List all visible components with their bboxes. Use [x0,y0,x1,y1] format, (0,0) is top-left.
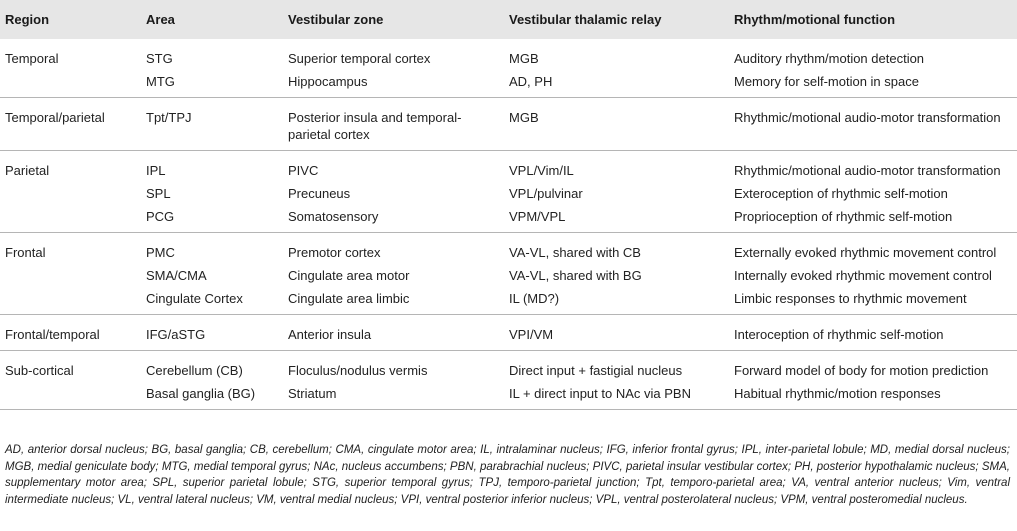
cell-area: PMC [146,245,175,260]
cell-relay: VPM/VPL [509,209,566,224]
cell-zone: PIVC [288,163,319,178]
cell-zone: Floculus/nodulus vermis [288,363,428,378]
table-row [0,179,1017,202]
cell-relay: VA-VL, shared with CB [509,245,641,260]
table-row [0,315,1017,351]
header-thalamic-relay: Vestibular thalamic relay [509,12,662,27]
cell-area: PCG [146,209,175,224]
table-row [0,233,1017,262]
table-header [0,0,1017,39]
table-footnote: AD, anterior dorsal nucleus; BG, basal ganglia; CB, cerebellum; CMA, cingulate motor area; IL, intralaminar nucleus; IFG, inferior frontal gyrus; IPL, inter-parietal lobule; MD, medial dorsal nucleus; MGB, medial geniculate body; MTG, medial temporal gyrus; NAc, nucleus accumbens; PBN, parabrachial nucleus; PIVC, parietal insular vestibular cortex; PH, posterior hypothalamic nucleus; SMA, supplementary motor area; SPL, superior parietal lobule; STG, superior temporal gyrus; TPJ, temporo-parietal junction; Tpt, temporo-parietal area; VA, ventral anterior nucleus; Vim, ventral intermediate nucleus; VL, ventral lateral nucleus; VM, ventral medial nucleus; VPI, ventral posterior inferior nucleus; VPL, ventral posterolateral nucleus; VPM, ventral posteromedial nucleus. [5,444,1010,506]
table-row [0,202,1017,233]
cell-region [0,67,141,98]
cell-function: Internally evoked rhythmic movement control [734,268,992,283]
cell-relay: VA-VL, shared with BG [509,268,642,283]
cell-region: Sub-cortical [5,363,74,378]
cell-region [0,284,141,315]
cell-region [0,202,141,233]
header-region: Region [5,12,50,27]
cell-function: Auditory rhythm/motion detection [734,51,925,66]
cell-function: Interoception of rhythmic self-motion [734,327,944,342]
cell-region [0,179,141,202]
header-row [0,0,1017,39]
cell-relay: VPI/VM [509,327,554,342]
cell-zone: Superior temporal cortex [288,51,431,66]
table-row [0,261,1017,284]
header-area: Area [146,12,175,27]
cell-zone: Premotor cortex [288,245,381,260]
cell-region: Frontal [5,245,46,260]
cell-region: Frontal/temporal [5,327,100,342]
cell-function: Memory for self-motion in space [734,74,919,89]
cell-area: Tpt/TPJ [146,110,192,125]
cell-function: Limbic responses to rhythmic movement [734,291,967,306]
cell-zone: Precuneus [288,186,351,201]
cell-function: Exteroception of rhythmic self-motion [734,186,948,201]
table-group-parietal [0,151,1017,233]
table-group-frontal [0,233,1017,315]
cell-function: Habitual rhythmic/motion responses [734,386,941,401]
cell-function: Proprioception of rhythmic self-motion [734,209,953,224]
cell-zone: Cingulate area motor [288,268,410,283]
table-group-temporal [0,39,1017,98]
cell-area: SPL [146,186,171,201]
cell-relay: AD, PH [509,74,553,89]
table-row [0,39,1017,67]
cell-relay: VPL/pulvinar [509,186,583,201]
table-group-frontal-temporal [0,315,1017,351]
cell-relay: VPL/Vim/IL [509,163,574,178]
cell-region [0,379,141,410]
cell-relay: IL + direct input to NAc via PBN [509,386,691,401]
table-row [0,67,1017,98]
cell-zone: Anterior insula [288,327,372,342]
table-group-sub-cortical [0,351,1017,410]
cell-region [0,261,141,284]
cell-zone: Cingulate area limbic [288,291,410,306]
cell-area: STG [146,51,173,66]
cell-relay: MGB [509,51,539,66]
cell-function: Externally evoked rhythmic movement control [734,245,997,260]
cell-area: MTG [146,74,175,89]
table-group-temporal-parietal [0,98,1017,151]
cell-zone: Somatosensory [288,209,379,224]
cell-region: Parietal [5,163,50,178]
table-row [0,351,1017,380]
cell-relay: IL (MD?) [509,291,560,306]
cell-area: Basal ganglia (BG) [146,386,256,401]
cell-area: Cingulate Cortex [146,291,243,306]
cell-zone: Hippocampus [288,74,368,89]
cell-zone: Striatum [288,386,337,401]
header-function: Rhythm/motional function [734,12,896,27]
cell-area: IFG/aSTG [146,327,206,342]
cell-function: Rhythmic/motional audio-motor transformation [734,110,1001,125]
cell-area: IPL [146,163,166,178]
table-row [0,151,1017,180]
cell-region: Temporal [5,51,59,66]
cell-area: Cerebellum (CB) [146,363,243,378]
table-row [0,98,1017,151]
cell-function: Forward model of body for motion prediction [734,363,989,378]
cell-area: SMA/CMA [146,268,207,283]
cell-zone: Posterior insula and temporal-parietal cortex [288,110,462,142]
cell-region: Temporal/parietal [5,110,105,125]
cell-relay: Direct input + fastigial nucleus [509,363,683,378]
header-vestibular-zone: Vestibular zone [288,12,384,27]
table-row [0,284,1017,315]
cell-function: Rhythmic/motional audio-motor transformation [734,163,1001,178]
cell-relay: MGB [509,110,539,125]
table-row [0,379,1017,410]
